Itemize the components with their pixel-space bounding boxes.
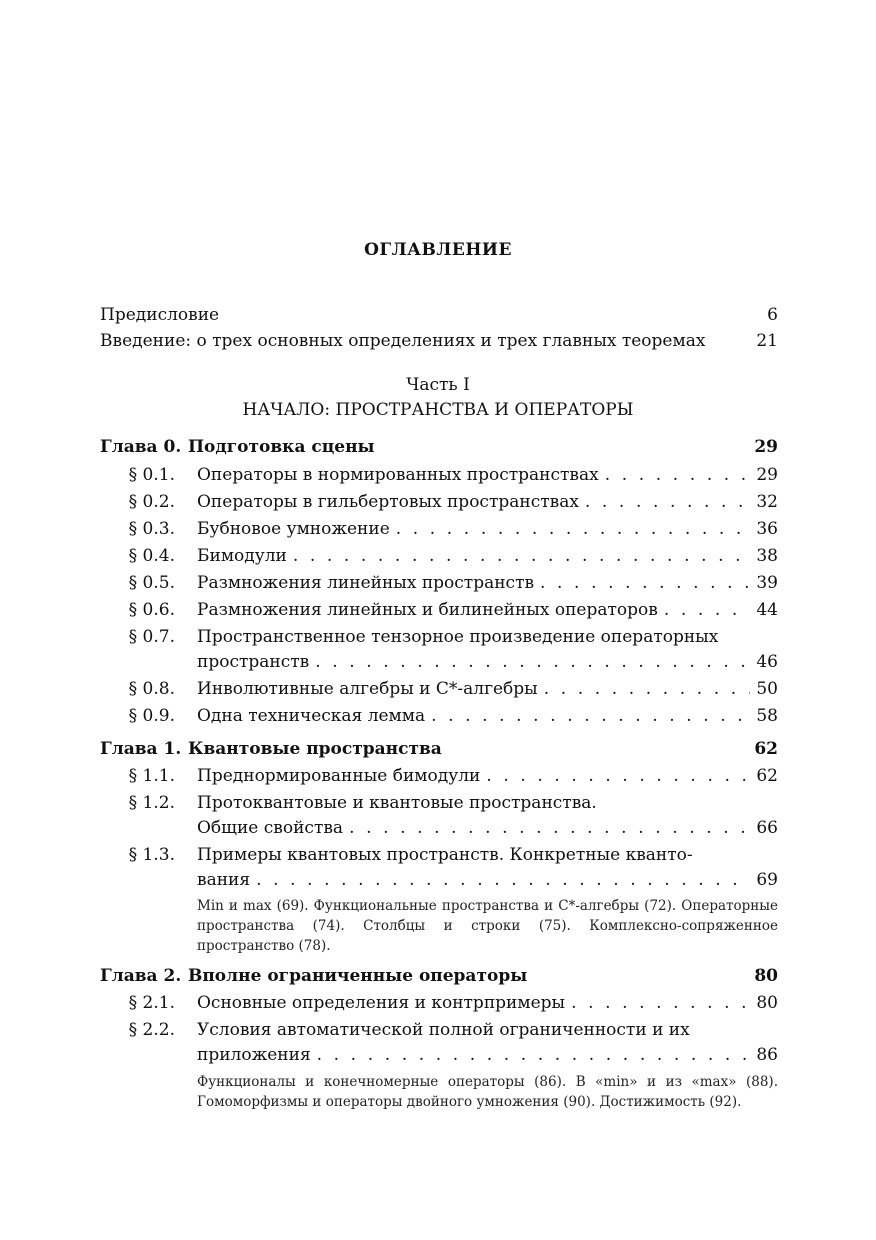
- section-number: § 0.8.: [128, 679, 175, 699]
- section-page: 29: [756, 465, 778, 485]
- toc-chapter-2[interactable]: [100, 966, 778, 990]
- section-page: 66: [756, 818, 778, 838]
- toc-section-continuation[interactable]: [197, 652, 778, 676]
- toc-section[interactable]: [100, 679, 778, 703]
- section-page: 80: [756, 993, 778, 1013]
- toc-section-continuation[interactable]: [197, 818, 778, 842]
- toc-section[interactable]: [100, 793, 778, 817]
- chapter-page: 29: [754, 437, 778, 457]
- chapter-page: 80: [754, 966, 778, 986]
- section-title: Одна техническая лемма: [197, 706, 426, 726]
- toc-section[interactable]: [100, 573, 778, 597]
- section-page: 69: [756, 870, 778, 890]
- section-title-continued: приложения: [197, 1045, 311, 1065]
- dot-leader: [534, 573, 750, 593]
- section-number: § 0.2.: [128, 492, 175, 512]
- toc-section[interactable]: [100, 519, 778, 543]
- dot-leader: [565, 993, 750, 1013]
- section-page: 46: [756, 652, 778, 672]
- section-number: § 0.1.: [128, 465, 175, 485]
- dot-leader: [599, 465, 750, 485]
- section-number: § 2.2.: [128, 1020, 175, 1040]
- section-title: Бубновое умножение: [197, 519, 390, 539]
- toc-section-continuation[interactable]: [197, 870, 778, 894]
- section-title: Операторы в нормированных пространствах: [197, 465, 599, 485]
- section-number: § 1.2.: [128, 793, 175, 813]
- entry-page: 21: [756, 331, 778, 351]
- chapter-title: Квантовые пространства: [188, 739, 442, 759]
- toc-chapter-0[interactable]: [100, 437, 778, 461]
- section-title-continued: Общие свойства: [197, 818, 344, 838]
- section-title: Бимодули: [197, 546, 287, 566]
- section-title: Условия автоматической полной ограниченности и их: [197, 1020, 690, 1040]
- dot-leader: [309, 652, 750, 672]
- section-title-continued: вания: [197, 870, 251, 890]
- section-title: Размножения линейных и билинейных операторов: [197, 600, 658, 620]
- section-title: Основные определения и контрпримеры: [197, 993, 566, 1013]
- dot-leader: [390, 519, 750, 539]
- chapter-page: 62: [754, 739, 778, 759]
- toc-section[interactable]: [100, 627, 778, 651]
- dot-leader: [538, 679, 750, 699]
- section-title: Инволютивные алгебры и C*-алгебры: [197, 679, 538, 699]
- section-number: § 0.9.: [128, 706, 175, 726]
- toc-section[interactable]: [100, 766, 778, 790]
- section-subtopics: Min и max (69). Функциональные пространства и C*-алгебры (72). Операторные пространства (74). Столбцы и строки (75). Комплексно-сопряженное пространство (78).: [197, 898, 778, 954]
- toc-section-continuation[interactable]: [197, 1045, 778, 1069]
- part-title: НАЧАЛО: ПРОСТРАНСТВА И ОПЕРАТОРЫ: [242, 400, 634, 420]
- section-page: 36: [756, 519, 778, 539]
- chapter-number: Глава 2.: [100, 966, 182, 986]
- toc-section[interactable]: [100, 465, 778, 489]
- dot-leader: [480, 766, 750, 786]
- dot-leader: [658, 600, 750, 620]
- section-number: § 0.4.: [128, 546, 175, 566]
- toc-chapter-1[interactable]: [100, 739, 778, 763]
- chapter-title: Вполне ограниченные операторы: [188, 966, 528, 986]
- section-title: Операторы в гильбертовых пространствах: [197, 492, 579, 512]
- entry-page: 6: [767, 305, 778, 325]
- section-page: 44: [756, 600, 778, 620]
- section-page: 50: [756, 679, 778, 699]
- toc-section[interactable]: [100, 546, 778, 570]
- dot-leader: [425, 706, 750, 726]
- section-number: § 0.6.: [128, 600, 175, 620]
- entry-title: Введение: о трех основных определениях и трех главных теоремах: [100, 331, 706, 351]
- section-number: § 1.1.: [128, 766, 175, 786]
- toc-section[interactable]: [100, 492, 778, 516]
- section-page: 58: [756, 706, 778, 726]
- toc-entry-introduction[interactable]: [100, 331, 778, 355]
- page-title: ОГЛАВЛЕНИЕ: [364, 240, 512, 260]
- chapter-title: Подготовка сцены: [188, 437, 375, 457]
- section-page: 38: [756, 546, 778, 566]
- section-title: Примеры квантовых пространств. Конкретные кванто-: [197, 845, 693, 865]
- section-page: 86: [756, 1045, 778, 1065]
- section-number: § 1.3.: [128, 845, 175, 865]
- toc-section[interactable]: [100, 993, 778, 1017]
- section-number: § 0.5.: [128, 573, 175, 593]
- dot-leader: [579, 492, 750, 512]
- section-number: § 0.7.: [128, 627, 175, 647]
- chapter-number: Глава 1.: [100, 739, 182, 759]
- toc-section[interactable]: [100, 600, 778, 624]
- section-number: § 2.1.: [128, 993, 175, 1013]
- dot-leader: [250, 870, 750, 890]
- section-page: 32: [756, 492, 778, 512]
- part-label: Часть I: [406, 375, 470, 395]
- section-number: § 0.3.: [128, 519, 175, 539]
- section-title: Протоквантовые и квантовые пространства.: [197, 793, 597, 813]
- toc-entry-preface[interactable]: [100, 305, 778, 329]
- section-title: Пространственное тензорное произведение операторных: [197, 627, 719, 647]
- section-page: 62: [756, 766, 778, 786]
- section-title: Размножения линейных пространств: [197, 573, 535, 593]
- dot-leader: [311, 1045, 750, 1065]
- entry-title: Предисловие: [100, 305, 220, 325]
- dot-leader: [343, 818, 750, 838]
- section-title: Преднормированные бимодули: [197, 766, 481, 786]
- dot-leader: [287, 546, 750, 566]
- section-title-continued: пространств: [197, 652, 310, 672]
- section-page: 39: [756, 573, 778, 593]
- chapter-number: Глава 0.: [100, 437, 182, 457]
- section-subtopics: Функционалы и конечномерные операторы (86). В «min» и из «max» (88). Гомоморфизмы и операторы двойного умножения (90). Достижимость (92).: [197, 1074, 778, 1110]
- toc-section[interactable]: [100, 845, 778, 869]
- toc-section[interactable]: [100, 1020, 778, 1044]
- toc-section[interactable]: [100, 706, 778, 730]
